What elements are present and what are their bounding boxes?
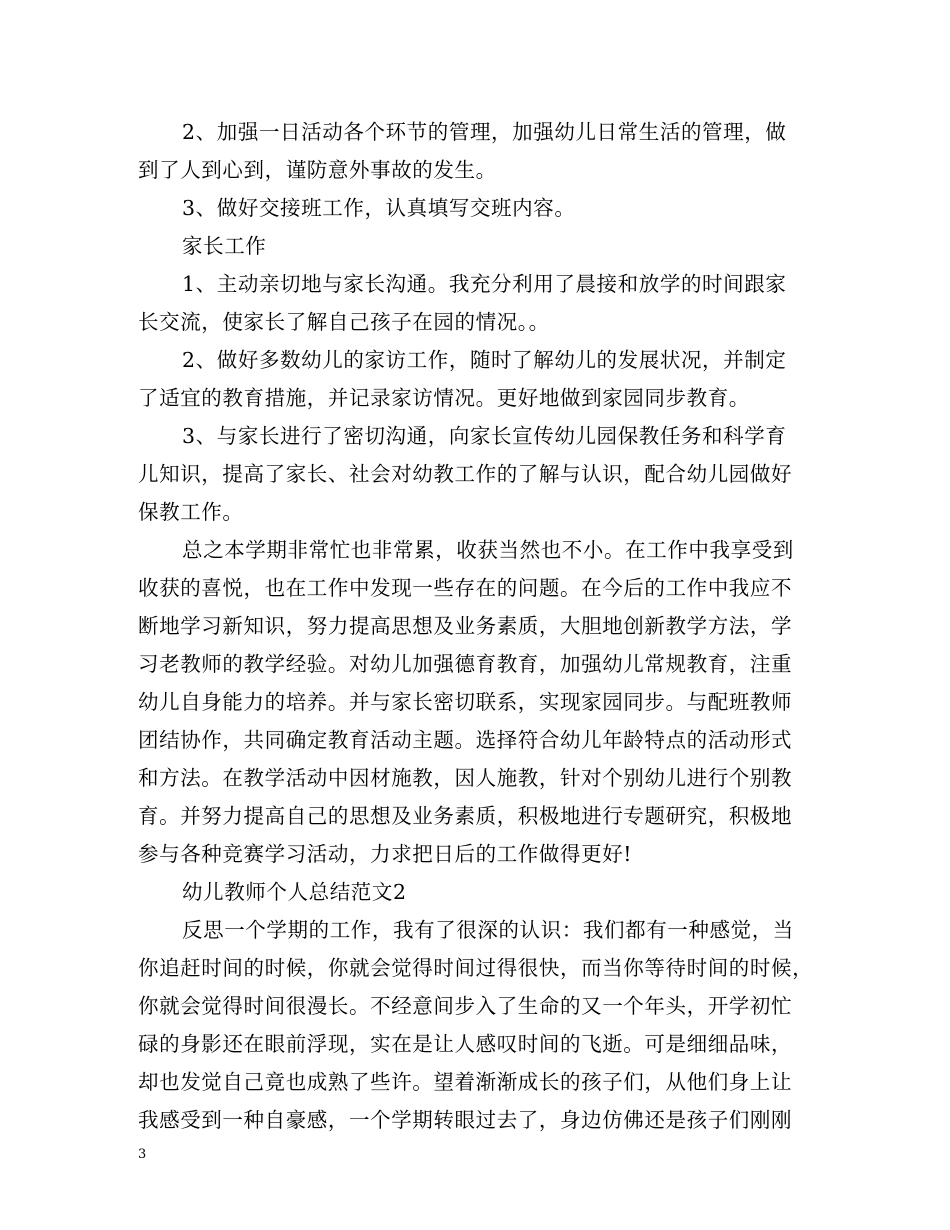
- paragraph-line: 保教工作。: [138, 500, 244, 524]
- paragraph-line: 习老教师的教学经验。对幼儿加强德育教育，加强幼儿常规教育，注重: [138, 652, 793, 676]
- paragraph-line: 断地学习新知识，努力提高思想及业务素质，大胆地创新教学方法，学: [138, 614, 793, 638]
- paragraph-line: 总之本学期非常忙也非常累，收获当然也不小。在工作中我享受到: [182, 538, 794, 562]
- paragraph-line: 你就会觉得时间很漫长。不经意间步入了生命的又一个年头，开学初忙: [138, 994, 793, 1018]
- paragraph-line: 收获的喜悦，也在工作中发现一些存在的问题。在今后的工作中我应不: [138, 576, 793, 600]
- paragraph-line: 却也发觉自己竟也成熟了些许。望着渐渐成长的孩子们，从他们身上让: [138, 1070, 793, 1094]
- paragraph-line: 团结协作，共同确定教育活动主题。选择符合幼儿年龄特点的活动形式: [138, 728, 793, 752]
- paragraph-line: 参与各种竞赛学习活动，力求把日后的工作做得更好!: [138, 842, 633, 866]
- paragraph-line: 1、主动亲切地与家长沟通。我充分利用了晨接和放学的时间跟家: [182, 272, 787, 296]
- paragraph-line: 和方法。在教学活动中因材施教，因人施教，针对个别幼儿进行个别教: [138, 766, 793, 790]
- paragraph-line: 幼儿自身能力的培养。并与家长密切联系，实现家园同步。与配班教师: [138, 690, 793, 714]
- paragraph-line: 育。并努力提高自己的思想及业务素质，积极地进行专题研究，积极地: [138, 804, 793, 828]
- paragraph-line: 长交流，使家长了解自己孩子在园的情况。。: [138, 310, 550, 334]
- paragraph-line: 2、做好多数幼儿的家访工作，随时了解幼儿的发展状况，并制定: [182, 348, 787, 372]
- paragraph-line: 3、与家长进行了密切沟通，向家长宣传幼儿园保教任务和科学育: [182, 424, 787, 448]
- paragraph-line: 3、做好交接班工作，认真填写交班内容。: [182, 196, 576, 220]
- paragraph-line: 了适宜的教育措施，并记录家访情况。更好地做到家园同步教育。: [138, 386, 750, 410]
- paragraph-line: 2、加强一日活动各个环节的管理，加强幼儿日常生活的管理，做: [182, 120, 787, 144]
- section-heading: 幼儿教师个人总结范文2: [182, 880, 407, 904]
- paragraph-line: 到了人到心到，谨防意外事故的发生。: [138, 158, 497, 182]
- paragraph-line: 碌的身影还在眼前浮现，实在是让人感叹时间的飞逝。可是细细品味，: [138, 1032, 793, 1056]
- document-body: [138, 113, 814, 1139]
- paragraph-line: 反思一个学期的工作，我有了很深的认识：我们都有一种感觉，当: [182, 918, 794, 942]
- paragraph-line: 我感受到一种自豪感，一个学期转眼过去了，身边仿佛还是孩子们刚刚: [138, 1108, 793, 1132]
- page-number: 3: [138, 1147, 147, 1162]
- paragraph-line: 儿知识，提高了家长、社会对幼教工作的了解与认识，配合幼儿园做好: [138, 462, 793, 486]
- section-heading: 家长工作: [182, 234, 267, 258]
- paragraph-line: 你追赶时间的时候，你就会觉得时间过得很快，而当你等待时间的时候，: [138, 956, 814, 980]
